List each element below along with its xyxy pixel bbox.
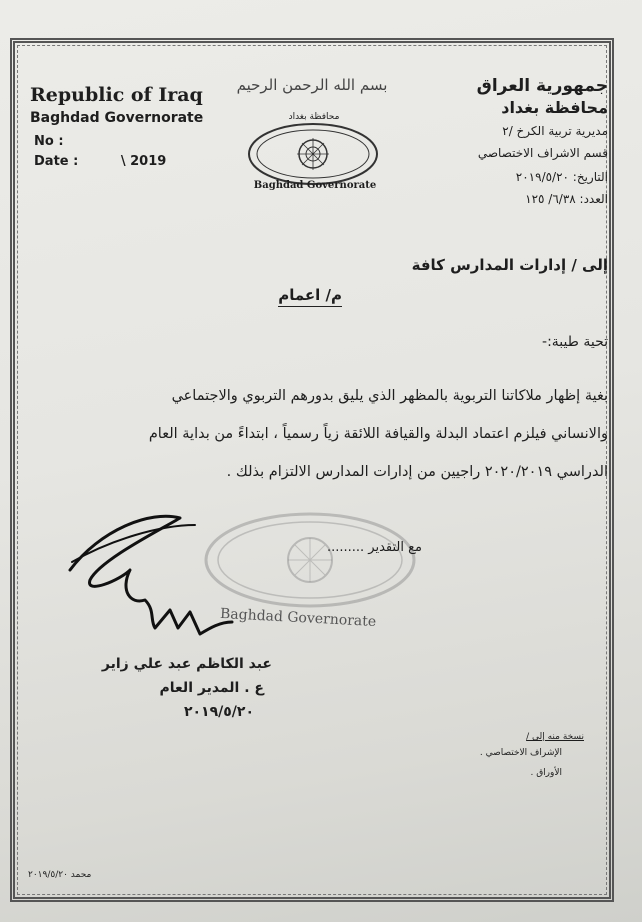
letter-body-line: الدراسي ٢٠٢٠/٢٠١٩ راجيين من إدارات المدارس الالتزام بذلك . [226,464,608,480]
header-ar-department: قسم الاشراف الاختصاصي [477,146,608,160]
letter-greeting: تحية طيبة:- [542,334,608,350]
header-en-number-label: No : [34,134,64,149]
seal-caption: Baghdad Governorate [253,180,377,191]
header-ar-number: العدد: ٦/٣٨/ ١٢٥ [525,192,608,206]
header-en-date-value: \ 2019 [120,154,167,169]
signatory-name: عبد الكاظم عبد علي زاير [101,656,272,672]
header-en-date [34,154,166,169]
header-en-republic: Republic of Iraq [30,84,203,106]
header-en-date-label: Date : [34,154,79,169]
header-ar-governorate: محافظة بغداد [501,98,608,117]
letter-subject: م/ اعمام [278,286,342,307]
letter-body-line: بغية إظهار ملاكاتنا التربوية بالمظهر الذي يليق بدورهم التربوي والاجتماعي [171,388,608,404]
header-ar-republic: جمهورية العراق [476,76,608,96]
letter-body-line: والانساني فيلزم اعتماد البدلة والقيافة اللائقة زياً رسمياً ، ابتداءً من بداية العام [148,426,608,442]
footer-reference: محمد ٢٠١٩/٥/٢٠ [28,870,92,880]
header-en-governorate: Baghdad Governorate [30,110,204,126]
letter-regards: مع التقدير ......... [326,540,422,555]
copies-item: الأوراق . [530,768,562,778]
letter-recipient: إلى / إدارات المدارس كافة [411,256,608,274]
handwritten-signature-icon [60,510,240,650]
signatory-title: ع . المدير العام [159,680,264,696]
header-ar-directorate: مديرية تربية الكرخ /٢ [502,124,608,138]
seal-arabic-label: محافظة بغداد [288,112,340,122]
stamp-caption: Baghdad Governorate [219,605,377,631]
header-ar-date: التاريخ: ٢٠١٩/٥/٢٠ [515,170,608,184]
copies-item: الإشراف الاختصاصي . [479,748,562,758]
basmala-calligraphy: بسم الله الرحمن الرحيم [236,76,388,94]
signatory-date: ٢٠١٩/٥/٢٠ [183,704,254,720]
copies-heading: نسخة منه إلى / [526,732,584,742]
